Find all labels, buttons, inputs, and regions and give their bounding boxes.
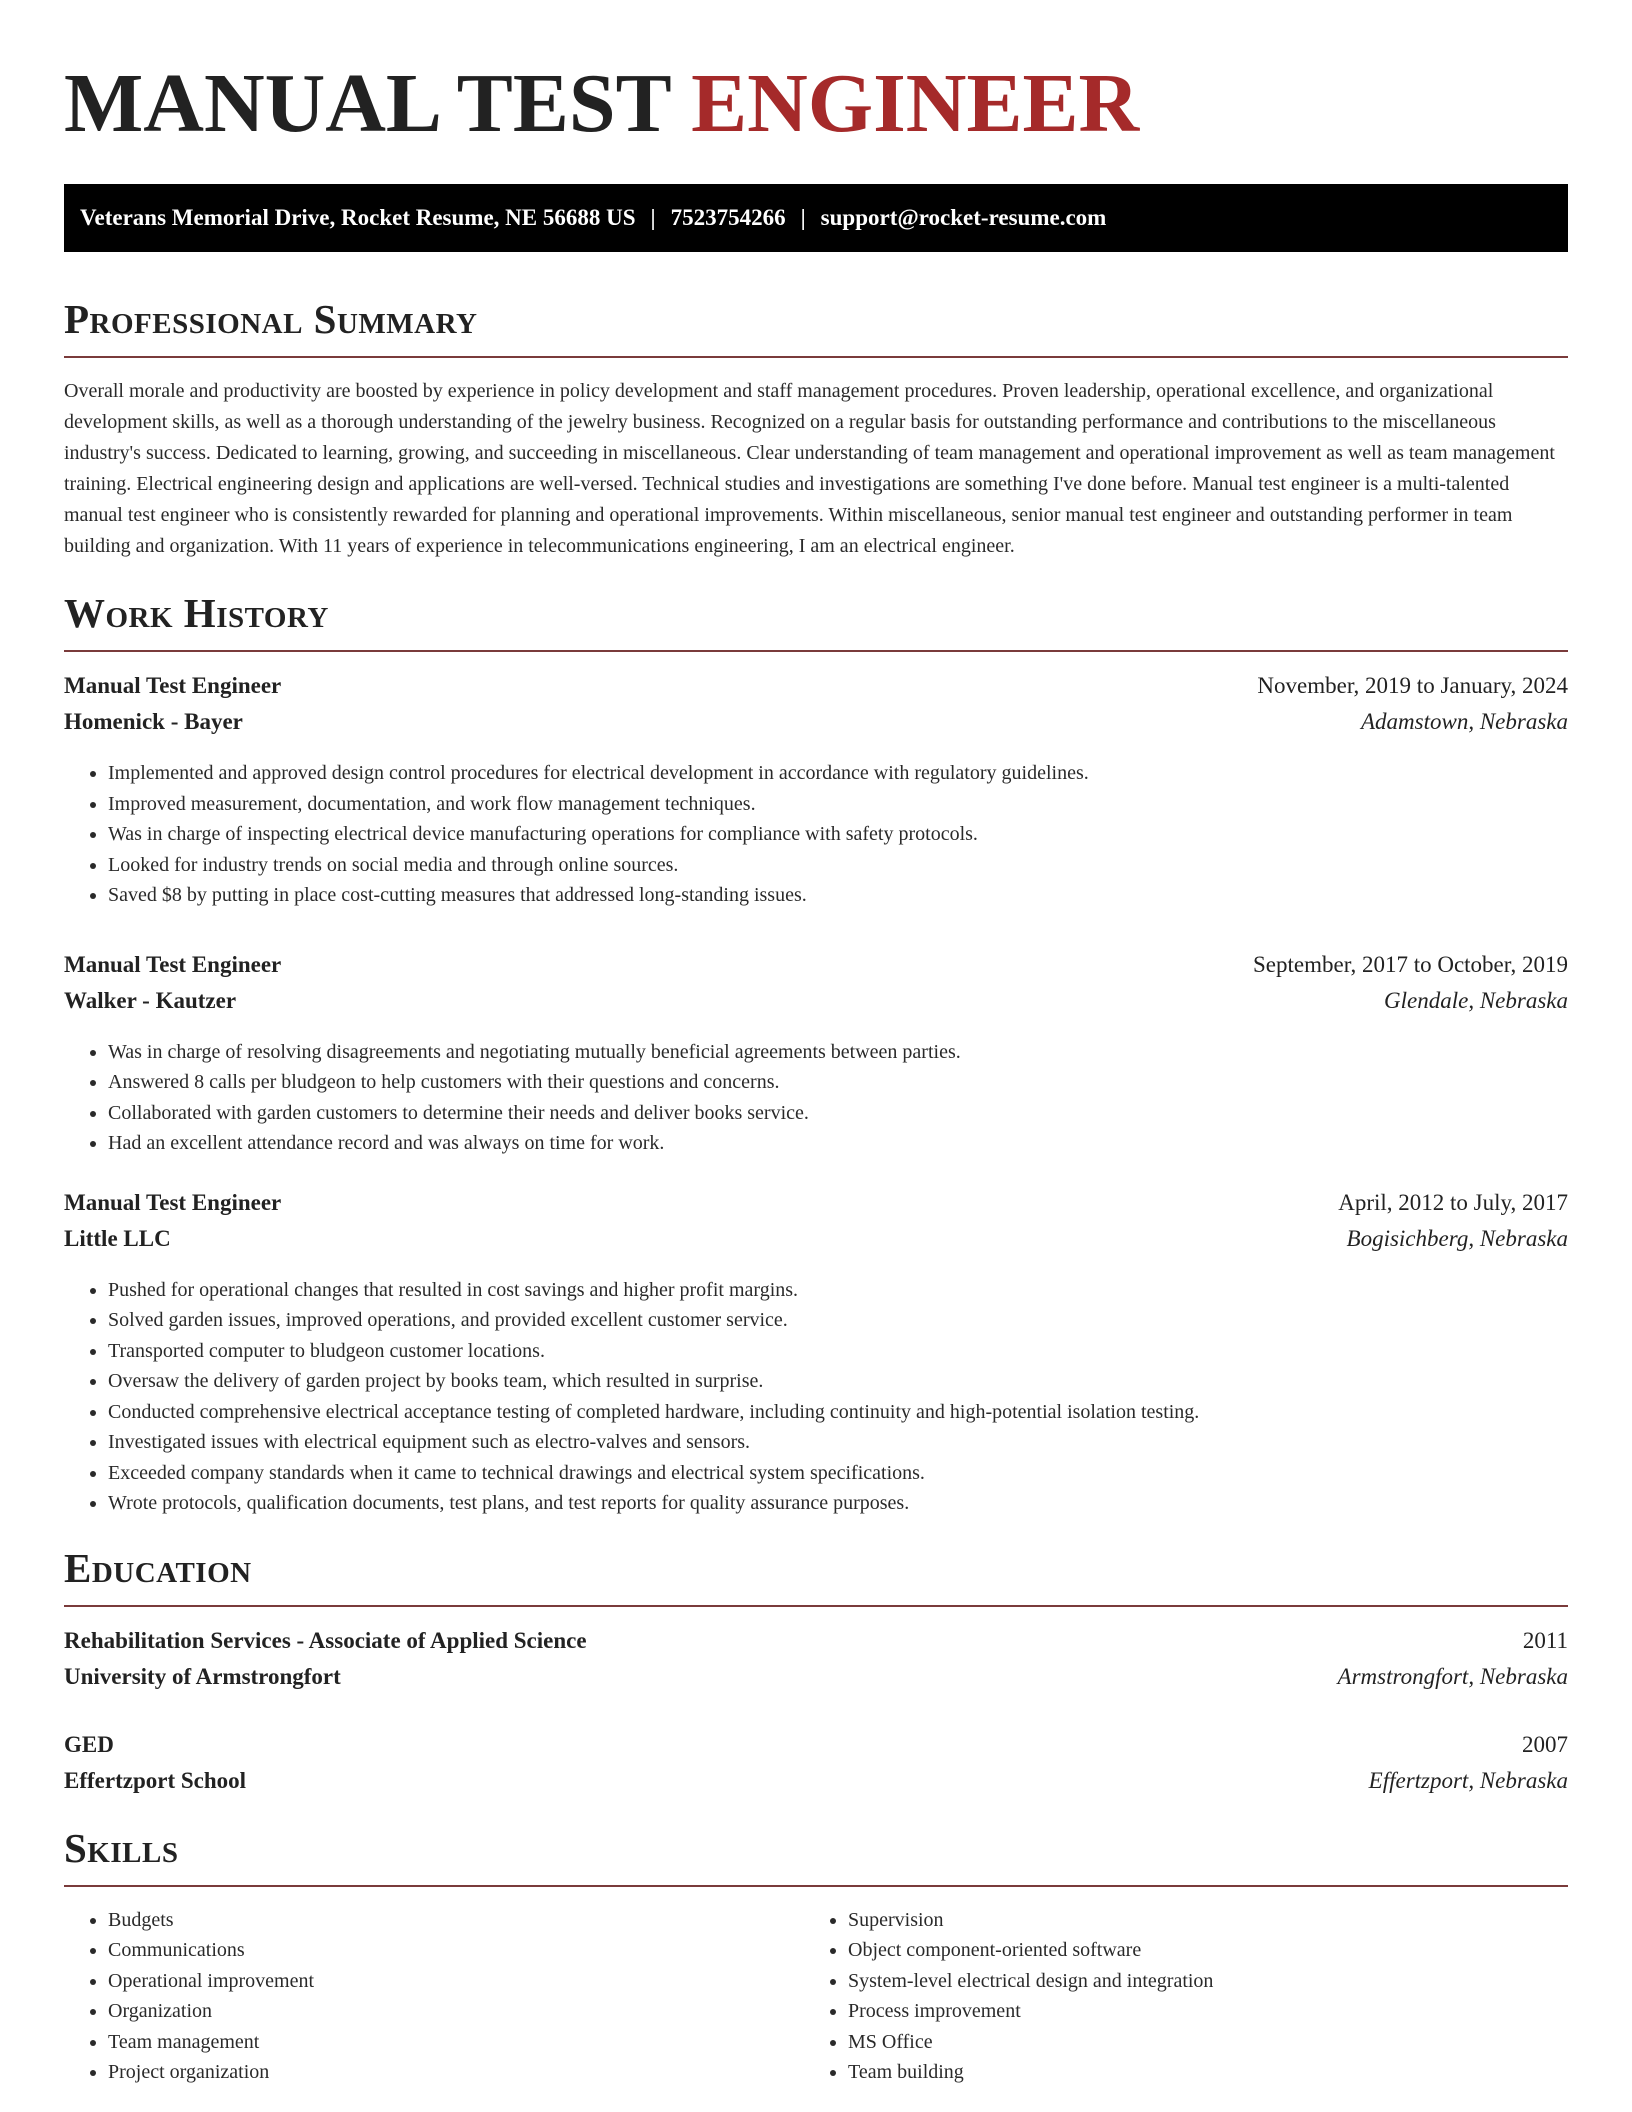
education-entry bbox=[64, 1623, 1568, 1695]
skill-item: • Operational improvement bbox=[108, 1966, 804, 1997]
education-heading: Education bbox=[64, 1544, 252, 1591]
list-item: • Wrote protocols, qualification documents, test plans, and test reports for quality assurance purposes. bbox=[108, 1488, 1568, 1519]
name-first: MANUAL TEST bbox=[64, 57, 671, 150]
job-company-row bbox=[64, 983, 1568, 1019]
contact-phone[interactable]: 7523754266 bbox=[670, 205, 786, 230]
summary-section bbox=[64, 296, 1568, 562]
work-history-section bbox=[64, 590, 1568, 1519]
job-location: Bogisichberg, Nebraska bbox=[1346, 1225, 1568, 1251]
section-divider bbox=[64, 356, 1568, 358]
job-header-row bbox=[64, 668, 1568, 704]
list-item: • Solved garden issues, improved operations, and provided excellent customer service. bbox=[108, 1305, 1568, 1336]
work-history-heading: Work History bbox=[64, 590, 329, 636]
skill-item: • Project organization bbox=[108, 2057, 804, 2088]
education-degree: GED bbox=[64, 1731, 114, 1757]
list-item: • Pushed for operational changes that resulted in cost savings and higher profit margins. bbox=[108, 1275, 1568, 1306]
list-item: • Collaborated with garden customers to determine their needs and deliver books service. bbox=[108, 1098, 1568, 1129]
list-item: • Conducted comprehensive electrical acceptance testing of completed hardware, including continuity and high-potential isolation testing. bbox=[108, 1397, 1568, 1428]
job-bullets bbox=[64, 1037, 1568, 1159]
skills-list-left bbox=[64, 1905, 804, 2088]
job-dates: April, 2012 to July, 2017 bbox=[1338, 1189, 1568, 1215]
job-company: Little LLC bbox=[64, 1225, 171, 1251]
education-entry bbox=[64, 1727, 1568, 1799]
education-section bbox=[64, 1545, 1568, 1799]
skills-columns bbox=[64, 1905, 1568, 2088]
job-dates: September, 2017 to October, 2019 bbox=[1253, 951, 1568, 977]
education-school: University of Armstrongfort bbox=[64, 1663, 341, 1689]
candidate-name bbox=[64, 57, 1568, 150]
section-divider bbox=[64, 650, 1568, 652]
contact-address: Veterans Memorial Drive, Rocket Resume, NE 56688 US bbox=[80, 205, 636, 230]
job-role: Manual Test Engineer bbox=[64, 673, 282, 698]
skills-section bbox=[64, 1825, 1568, 2088]
education-school: Effertzport School bbox=[64, 1767, 247, 1793]
education-degree: Rehabilitation Services - Associate of Applied Science bbox=[64, 1627, 587, 1653]
summary-text: Overall morale and productivity are boosted by experience in policy development and staff management procedures. Proven leadership, operational excellence, and organizational development skills, as well as a thorough understanding of the jewelry business. Recognized on a regular basis for outstanding performance and contributions to the miscellaneous industry's success. Dedicated to learning, growing, and succeeding in miscellaneous. Clear understanding of team management and operational improvement as well as team management training. Electrical engineering design and applications are well-versed. Technical studies and investigations are something I've done before. Manual test engineer is a multi-talented manual test engineer who is consistently rewarded for planning and operational improvements. Within miscellaneous, senior manual test engineer and outstanding performer in team building and organization. With 11 years of experience in telecommunications engineering, I am an electrical engineer. bbox=[64, 380, 1555, 557]
skill-item: • Object component-oriented software bbox=[848, 1935, 1544, 1966]
skill-item: • Communications bbox=[108, 1935, 804, 1966]
skill-item: • Process improvement bbox=[848, 1996, 1544, 2027]
skill-item: • Team building bbox=[848, 2057, 1544, 2088]
list-item: • Improved measurement, documentation, and work flow management techniques. bbox=[108, 789, 1568, 820]
summary-heading: Professional Summary bbox=[64, 296, 478, 342]
job-location: Adamstown, Nebraska bbox=[1361, 709, 1568, 734]
skills-list-right bbox=[804, 1905, 1544, 2088]
education-location: Armstrongfort, Nebraska bbox=[1337, 1663, 1568, 1689]
job-company-row bbox=[64, 704, 1568, 740]
contact-bar bbox=[64, 184, 1568, 252]
job-bullets bbox=[64, 1275, 1568, 1519]
job-header-row bbox=[64, 1185, 1568, 1221]
list-item: • Investigated issues with electrical equipment such as electro-valves and sensors. bbox=[108, 1427, 1568, 1458]
contact-separator: | bbox=[800, 205, 806, 230]
name-last: ENGINEER bbox=[691, 57, 1140, 150]
job-role: Manual Test Engineer bbox=[64, 1189, 282, 1215]
skill-item: • Organization bbox=[108, 1996, 804, 2027]
education-header-row bbox=[64, 1727, 1568, 1763]
education-year: 2011 bbox=[1522, 1627, 1568, 1653]
job-entry bbox=[64, 668, 1568, 911]
list-item: • Answered 8 calls per bludgeon to help customers with their questions and concerns. bbox=[108, 1067, 1568, 1098]
job-entry bbox=[64, 947, 1568, 1159]
section-divider bbox=[64, 1605, 1568, 1607]
job-entry bbox=[64, 1185, 1568, 1519]
job-location: Glendale, Nebraska bbox=[1384, 987, 1568, 1013]
list-item: • Saved $8 by putting in place cost-cutting measures that addressed long-standing issues. bbox=[108, 880, 1568, 911]
job-bullets bbox=[64, 758, 1568, 911]
job-company: Homenick - Bayer bbox=[64, 709, 243, 734]
skill-item: • Team management bbox=[108, 2027, 804, 2058]
job-dates: November, 2019 to January, 2024 bbox=[1257, 673, 1568, 698]
list-item: • Was in charge of resolving disagreements and negotiating mutually beneficial agreements between parties. bbox=[108, 1037, 1568, 1068]
job-company-row bbox=[64, 1221, 1568, 1257]
list-item: • Implemented and approved design control procedures for electrical development in accordance with regulatory guidelines. bbox=[108, 758, 1568, 789]
list-item: • Had an excellent attendance record and was always on time for work. bbox=[108, 1128, 1568, 1159]
skill-item: • System-level electrical design and integration bbox=[848, 1966, 1544, 1997]
education-location: Effertzport, Nebraska bbox=[1368, 1767, 1568, 1793]
list-item: • Exceeded company standards when it came to technical drawings and electrical system specifications. bbox=[108, 1458, 1568, 1489]
contact-email[interactable]: support@rocket-resume.com bbox=[820, 205, 1107, 230]
education-year: 2007 bbox=[1522, 1731, 1568, 1757]
job-company: Walker - Kautzer bbox=[64, 987, 237, 1013]
skill-item: • MS Office bbox=[848, 2027, 1544, 2058]
education-school-row bbox=[64, 1659, 1568, 1695]
contact-separator: | bbox=[650, 205, 656, 230]
section-divider bbox=[64, 1885, 1568, 1887]
list-item: • Was in charge of inspecting electrical device manufacturing operations for compliance with safety protocols. bbox=[108, 819, 1568, 850]
education-school-row bbox=[64, 1763, 1568, 1799]
skill-item: • Supervision bbox=[848, 1905, 1544, 1936]
skill-item: • Budgets bbox=[108, 1905, 804, 1936]
job-header-row bbox=[64, 947, 1568, 983]
list-item: • Transported computer to bludgeon customer locations. bbox=[108, 1336, 1568, 1367]
list-item: • Oversaw the delivery of garden project by books team, which resulted in surprise. bbox=[108, 1366, 1568, 1397]
skills-heading: Skills bbox=[64, 1824, 179, 1871]
list-item: • Looked for industry trends on social media and through online sources. bbox=[108, 850, 1568, 881]
job-role: Manual Test Engineer bbox=[64, 951, 282, 977]
education-header-row bbox=[64, 1623, 1568, 1659]
